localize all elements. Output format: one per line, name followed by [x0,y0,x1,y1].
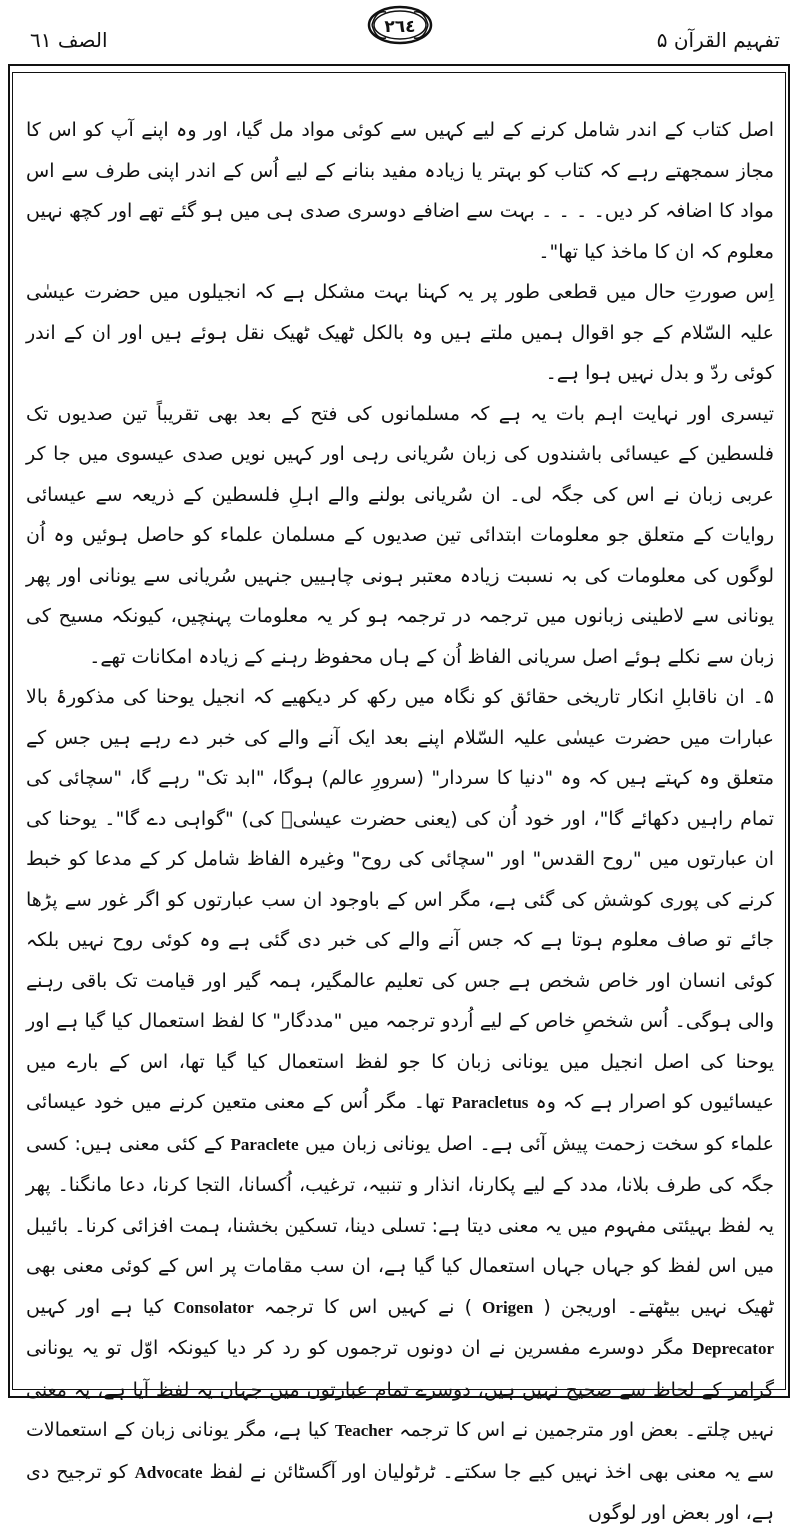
page-number: ٢٦٤ [384,17,416,37]
paragraph-text: تھا۔ مگر اُس کے معنی متعین کرنے میں خود عیسائی علماء کو سخت زحمت پیش آئی ہے۔ اصل یونانی زبان میں [26,1091,775,1155]
latin-term: Paracletus [451,1093,529,1112]
latin-term: Teacher [334,1421,393,1440]
body-paragraph [26,110,774,272]
latin-term: Paraclete [230,1134,299,1154]
latin-term: Origen [482,1297,534,1317]
page-number-ornament [366,4,434,46]
latin-term: Consolator [173,1297,254,1317]
latin-term: Advocate [134,1462,203,1482]
body-paragraph [26,394,774,678]
surah-reference: الصف ٦١ [30,28,108,52]
paragraph-text: کو ترجیح دی ہے، اور بعض اور لوگوں [26,1460,774,1524]
latin-term: Deprecator [692,1339,774,1358]
paragraph-text: کیا ہے، مگر یونانی زبان کے استعمالات سے یہ معنی بھی اخذ نہیں کیے جا سکتے۔ ٹرٹولیان اور آگسٹائن نے لفظ [26,1419,775,1483]
paragraph-text: اصل کتاب کے اندر شامل کرنے کے لیے کہیں سے کوئی مواد مل گیا، اور وہ اپنے آپ کو اس کا مجاز سمجھتے رہے کہ کتاب کو بہتر یا زیادہ مفید بنانے کے لیے اُس کے اندر اپنی طرف سے اس مواد کا اضافہ کر دیں۔ ۔ ۔ ۔ بہت سے اضافے دوسری صدی ہی میں ہو گئے تھے اور کچھ نہیں معلوم کہ ان کا ماخذ کیا تھا"۔ [26,119,774,263]
body-paragraph [26,677,774,1534]
paragraph-text: مگر دوسرے مفسرین نے ان دونوں ترجموں کو رد کر دیا کیونکہ اوّل تو یہ یونانی گرامر کے لحاظ سے صحیح نہیں ہیں، دوسرے تمام عبارتوں میں جہاں یہ لفظ آیا ہے، یہ معنی نہیں چلتے۔ بعض اور مترجمین نے اس کا ترجمہ [26,1337,774,1441]
paragraph-text: اِس صورتِ حال میں قطعی طور پر یہ کہنا بہت مشکل ہے کہ انجیلوں میں حضرت عیسٰی علیہ السّلام کے جو اقوال ہمیں ملتے ہیں وہ بالکل ٹھیک ٹھیک نقل ہوئے ہیں اور ان کے اندر کوئی ردّ و بدل نہیں ہوا ہے۔ [26,281,774,384]
body-paragraph [26,272,774,394]
commentary-body [26,110,775,1524]
paragraph-text: ) نے کہیں اس کا ترجمہ [253,1295,483,1318]
page-header [0,0,800,64]
paragraph-text: کیا ہے اور کہیں [26,1295,174,1318]
paragraph-text: تیسری اور نہایت اہم بات یہ ہے کہ مسلمانوں کی فتح کے بعد بھی تقریباً تین صدیوں تک فلسطین کے عیسائی باشندوں کی زبان سُریانی رہی اور کہیں نویں صدی عیسوی میں جا کر عربی زبان نے اس کی جگہ لی۔ ان سُریانی بولنے والے اہلِ فلسطین کے ذریعہ سے عیسائی روایات کے متعلق جو معلومات ابتدائی تین صدیوں کے مسلمان علماء کو حاصل ہوئیں وہ اُن لوگوں کی معلومات کی بہ نسبت زیادہ معتبر ہونی چاہییں جنہیں سُریانی سے یونانی اور پھر یونانی سے لاطینی زبانوں میں ترجمہ در ترجمہ ہو کر یہ معلومات پہنچیں، کیونکہ مسیح کی زبان سے نکلے ہوئے اصل سریانی الفاظ اُن کے ہاں محفوظ رہنے کے زیادہ امکانات تھے۔ [26,402,774,668]
paragraph-text: کے کئی معنی ہیں: کسی جگہ کی طرف بلانا، مدد کے لیے پکارنا، انذار و تنبیہ، ترغیب، اُکسانا، التجا کرنا، دعا مانگنا۔ پھر یہ لفظ بہیئتی مفہوم میں یہ معنی دیتا ہے: تسلی دینا، تسکین بخشنا، ہمت افزائی کرنا۔ بائیبل میں اس لفظ کو جہاں جہاں استعمال کیا گیا ہے، ان سب مقامات پر اس کے کوئی معنی بھی ٹھیک نہیں بیٹھتے۔ اوریجن ( [26,1132,775,1318]
paragraph-text: ۵۔ ان ناقابلِ انکار تاریخی حقائق کو نگاہ میں رکھ کر دیکھیے کہ انجیل یوحنا کی مذکورۂ بالا عبارات میں حضرت عیسٰی علیہ السّلام اپنے بعد ایک آنے والے کی خبر دے رہے ہیں جس کے متعلق وہ کہتے ہیں کہ وہ "دنیا کا سردار" (سرورِ عالم) ہوگا، "ابد تک" رہے گا، "سچائی کی تمام راہیں دکھائے گا"، اور خود اُن کی (یعنی حضرت عیسٰیؑ کی) "گواہی دے گا"۔ یوحنا کی ان عبارتوں میں "روح القدس" اور "سچائی کی روح" وغیرہ الفاظ شامل کر کے مدعا کو خبط کرنے کی پوری کوشش کی گئی ہے، مگر اس کے باوجود ان سب عبارتوں کو اگر غور سے پڑھا جائے تو صاف معلوم ہوتا ہے کہ جس آنے والے کی خبر دی گئی ہے وہ کوئی روح نہیں بلکہ کوئی انسان اور خاص شخص ہے جس کی تعلیم عالمگیر، ہمہ گیر اور قیامت تک باقی رہنے والی ہوگی۔ اُس شخصِ خاص کے لیے اُردو ترجمہ میں "مددگار" کا لفظ استعمال کیا گیا ہے اور یوحنا کی اصل انجیل میں یونانی زبان کا جو لفظ استعمال کیا گیا تھا، اس کے بارے میں عیسائیوں کو اصرار ہے کہ وہ [26,686,774,1113]
book-title: تفہیم القرآن ۵ [656,28,780,52]
